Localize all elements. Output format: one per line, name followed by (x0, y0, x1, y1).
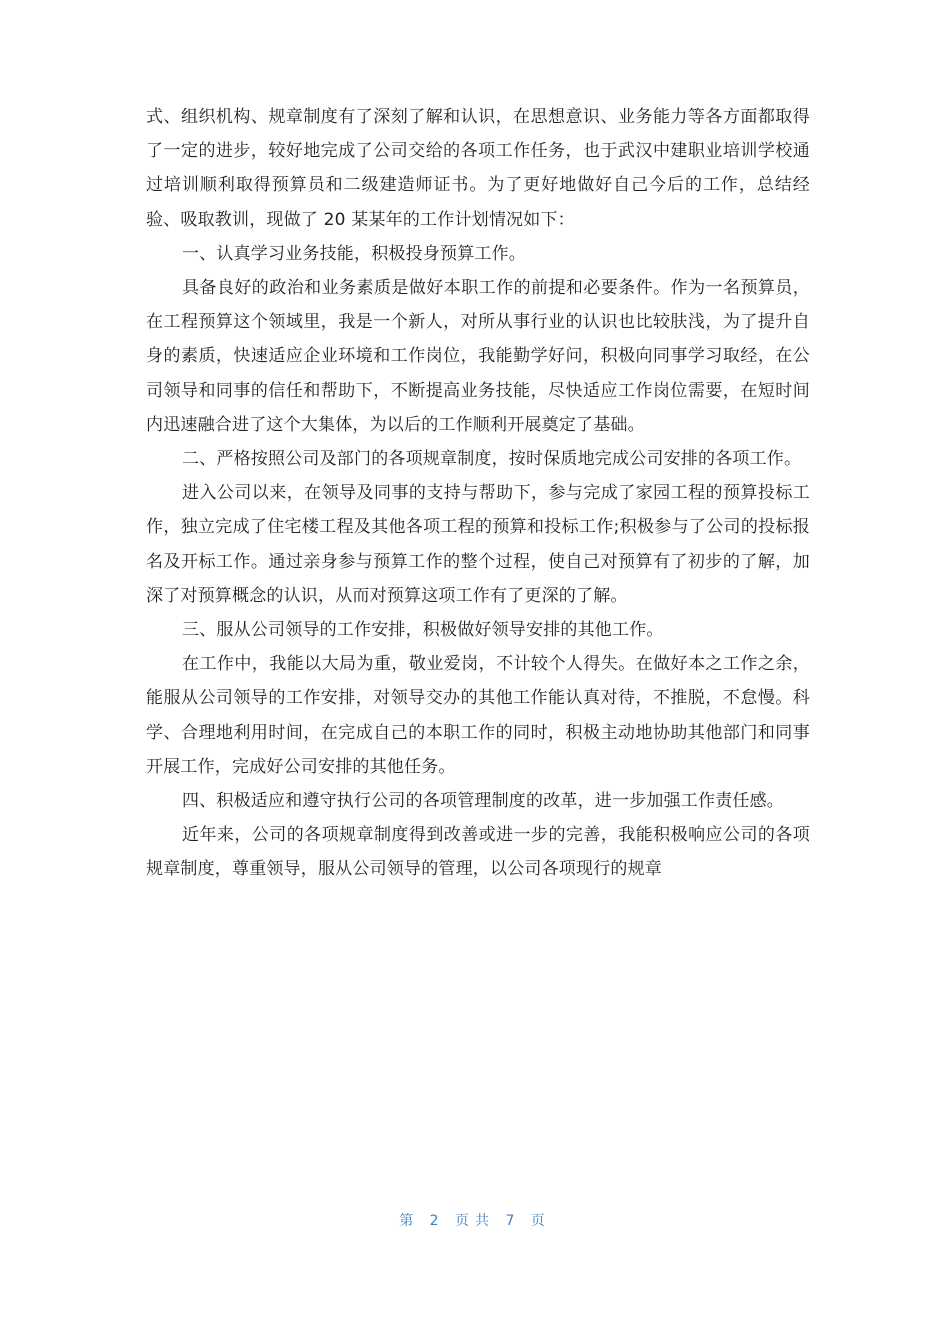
paragraph-continuation: 式、组织机构、规章制度有了深刻了解和认识，在思想意识、业务能力等各方面都取得了一定的进步，较好地完成了公司交给的各项工作任务，也于武汉中建职业培训学校通过培训顺利取得预算员和二级建造师证书。为了更好地做好自己今后的工作，总结经验、吸取教训，现做了 20 某某年的工作计划情况如下： (146, 107, 810, 230)
section-heading-3: 三、服从公司领导的工作安排，积极做好领导安排的其他工作。 (182, 620, 664, 641)
section-heading-1: 一、认真学习业务技能，积极投身预算工作。 (182, 243, 526, 264)
paragraph: 近年来，公司的各项规章制度得到改善或进一步的完善，我能积极响应公司的各项规章制度，尊重领导，服从公司领导的管理，以公司各项现行的规章 (146, 825, 810, 880)
body-text (146, 100, 810, 887)
page-number-footer: 第 2 页共 7 页 (399, 1213, 551, 1229)
section-heading-2: 二、严格按照公司及部门的各项规章制度，按时保质地完成公司安排的各项工作。 (182, 449, 802, 470)
section-heading-4: 四、积极适应和遵守执行公司的各项管理制度的改革，进一步加强工作责任感。 (182, 791, 784, 812)
paragraph: 在工作中，我能以大局为重，敬业爱岗，不计较个人得失。在做好本之工作之余，能服从公司领导的工作安排，对领导交办的其他工作能认真对待，不推脱，不怠慢。科学、合理地利用时间，在完成自己的本职工作的同时，积极主动地协助其他部门和同事开展工作，完成好公司安排的其他任务。 (146, 654, 810, 777)
paragraph: 进入公司以来，在领导及同事的支持与帮助下，参与完成了家园工程的预算投标工作，独立完成了住宅楼工程及其他各项工程的预算和投标工作;积极参与了公司的投标报名及开标工作。通过亲身参与预算工作的整个过程，使自己对预算有了初步的了解，加深了对预算概念的认识，从而对预算这项工作有了更深的了解。 (146, 483, 810, 606)
paragraph: 具备良好的政治和业务素质是做好本职工作的前提和必要条件。作为一名预算员，在工程预算这个领域里，我是一个新人，对所从事行业的认识也比较肤浅，为了提升自身的素质，快速适应企业环境和工作岗位，我能勤学好问，积极向同事学习取经，在公司领导和同事的信任和帮助下，不断提高业务技能，尽快适应工作岗位需要，在短时间内迅速融合进了这个大集体，为以后的工作顺利开展奠定了基础。 (146, 278, 810, 435)
